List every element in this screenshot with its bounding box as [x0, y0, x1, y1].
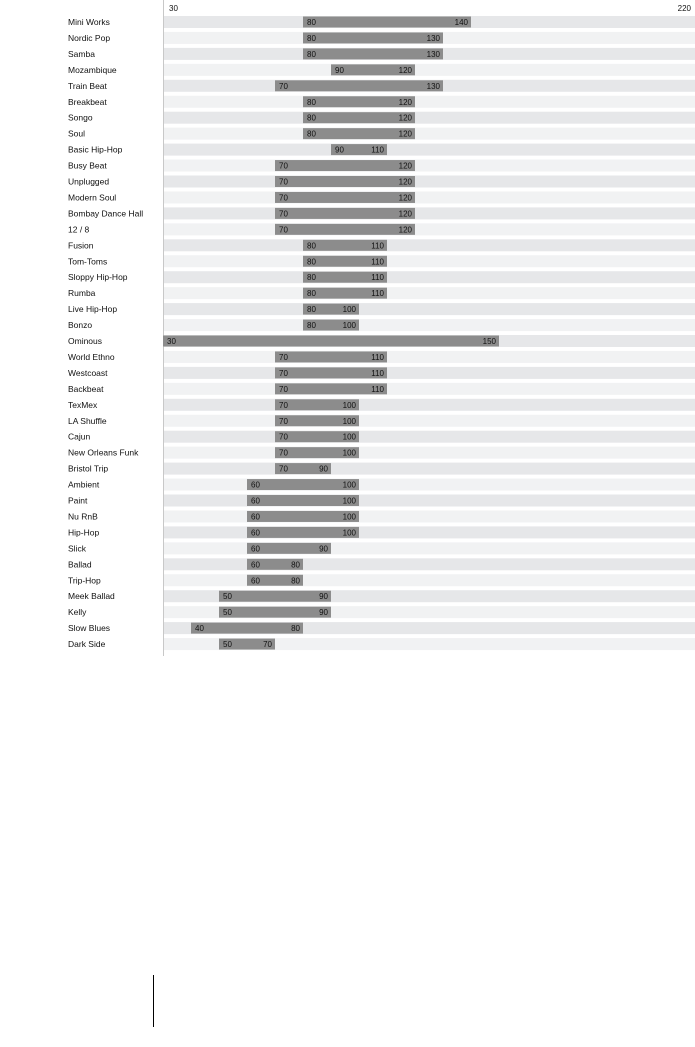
bar-max-label: 80 [291, 560, 300, 570]
bar-min-label: 70 [279, 464, 288, 474]
category-label: Kelly [68, 607, 87, 618]
bar-min-label: 80 [307, 241, 316, 251]
bar-max-label: 120 [398, 65, 412, 75]
row-band [163, 367, 695, 379]
category-label: Soul [68, 128, 86, 139]
category-label: TexMex [68, 399, 98, 410]
category-label: Bombay Dance Hall [68, 208, 144, 219]
category-label: Cajun [68, 431, 91, 442]
bar-max-label: 120 [398, 177, 412, 187]
category-label: Tom-Toms [68, 256, 108, 267]
bar-min-label: 80 [307, 289, 316, 299]
category-label: Unplugged [68, 176, 110, 187]
row-band [163, 510, 695, 522]
bar-max-label: 100 [342, 400, 356, 410]
category-label: Live Hip-Hop [68, 304, 118, 315]
category-label: Busy Beat [68, 160, 107, 171]
bar-max-label: 100 [342, 432, 356, 442]
row-band [163, 223, 695, 235]
row-band [163, 176, 695, 188]
bar-max-label: 150 [482, 337, 496, 346]
bar-max-label: 110 [371, 273, 384, 283]
range-bar [275, 160, 415, 171]
bar-min-label: 70 [279, 352, 288, 362]
row-band [163, 447, 695, 459]
bar-max-label: 100 [342, 448, 356, 458]
category-label: Rumba [68, 288, 96, 299]
bar-min-label: 80 [307, 321, 316, 331]
bar-max-label: 120 [398, 113, 412, 123]
range-bar [303, 17, 471, 28]
category-label: Bonzo [68, 320, 93, 331]
category-label: Sloppy Hip-Hop [68, 272, 128, 283]
bar-min-label: 70 [279, 416, 288, 426]
bar-min-label: 70 [279, 193, 288, 203]
bar-max-label: 90 [319, 464, 328, 474]
category-label: Dark Side [68, 639, 106, 650]
category-label: Paint [68, 495, 88, 506]
row-band [163, 64, 695, 76]
row-band [163, 144, 695, 156]
bar-min-label: 50 [223, 640, 232, 650]
bar-min-label: 50 [223, 608, 232, 618]
row-band [163, 463, 695, 475]
row-band [163, 160, 695, 172]
range-bars [163, 17, 499, 650]
bar-max-label: 90 [319, 608, 328, 618]
category-label: Train Beat [68, 80, 107, 91]
row-band [163, 191, 695, 203]
bar-max-label: 110 [371, 257, 384, 267]
bar-min-label: 60 [251, 480, 260, 490]
range-bar [275, 192, 415, 203]
category-label: Basic Hip-Hop [68, 144, 123, 155]
range-bar [275, 208, 415, 219]
category-label: Hip-Hop [68, 527, 100, 538]
bar-max-label: 80 [291, 576, 300, 586]
category-label: LA Shuffle [68, 415, 107, 426]
bar-max-label: 100 [342, 512, 356, 522]
range-bar [303, 32, 443, 43]
category-label: Slick [68, 543, 86, 554]
range-bar [219, 591, 331, 602]
row-band [163, 319, 695, 331]
bar-min-label: 60 [251, 560, 260, 570]
bar-min-label: 60 [251, 528, 260, 538]
row-band [163, 383, 695, 395]
bar-max-label: 110 [371, 352, 384, 362]
range-bar [275, 224, 415, 235]
range-bar [275, 176, 415, 187]
category-label: Backbeat [68, 383, 104, 394]
bar-min-label: 60 [251, 544, 260, 554]
row-band [163, 271, 695, 283]
bar-min-label: 80 [307, 273, 316, 283]
category-label: Nordic Pop [68, 32, 111, 43]
bar-max-label: 120 [398, 209, 412, 219]
bar-min-label: 70 [279, 225, 288, 235]
bar-min-label: 70 [279, 209, 288, 219]
bar-min-label: 60 [251, 576, 260, 586]
category-label: Slow Blues [68, 623, 111, 634]
bar-max-label: 110 [371, 384, 384, 394]
range-bar [275, 80, 443, 91]
range-bar [275, 367, 387, 378]
axis-min-label: 30 [169, 4, 178, 13]
bar-min-label: 30 [167, 337, 176, 346]
bar-min-label: 60 [251, 512, 260, 522]
row-band [163, 239, 695, 251]
bar-min-label: 70 [279, 368, 288, 378]
range-bar [219, 607, 331, 618]
bar-min-label: 80 [307, 49, 316, 59]
range-bar [275, 351, 387, 362]
category-label: Breakbeat [68, 96, 107, 107]
category-label: Trip-Hop [68, 575, 101, 586]
category-label: New Orleans Funk [68, 447, 139, 458]
bar-max-label: 100 [342, 321, 356, 331]
bar-max-label: 100 [342, 416, 356, 426]
bar-max-label: 120 [398, 129, 412, 139]
row-band [163, 558, 695, 570]
bar-max-label: 110 [371, 241, 384, 251]
category-label: Meek Ballad [68, 591, 115, 602]
bar-min-label: 70 [279, 400, 288, 410]
row-band [163, 526, 695, 538]
category-label: Samba [68, 48, 95, 59]
bar-min-label: 80 [307, 33, 316, 43]
category-label: Ominous [68, 336, 103, 346]
bar-max-label: 90 [319, 592, 328, 602]
bar-max-label: 130 [426, 49, 440, 59]
axis-max-label: 220 [677, 4, 691, 13]
bar-max-label: 120 [398, 97, 412, 107]
bar-max-label: 100 [342, 480, 356, 490]
bar-min-label: 80 [307, 18, 316, 27]
bar-min-label: 80 [307, 113, 316, 123]
category-label: Fusion [68, 240, 94, 251]
category-label: Ballad [68, 559, 92, 570]
row-band [163, 479, 695, 491]
category-label: Nu RnB [68, 511, 98, 522]
category-label: World Ethno [68, 351, 115, 362]
row-band [163, 96, 695, 108]
bar-max-label: 70 [263, 640, 272, 650]
bar-max-label: 110 [371, 145, 384, 155]
row-band [163, 207, 695, 219]
bar-max-label: 110 [371, 368, 384, 378]
category-label: Mini Works [68, 17, 110, 27]
bar-min-label: 80 [307, 305, 316, 315]
bar-min-label: 90 [335, 145, 344, 155]
row-band [163, 574, 695, 586]
category-label: Mozambique [68, 64, 117, 75]
bar-max-label: 110 [371, 289, 384, 299]
bar-min-label: 60 [251, 496, 260, 506]
bar-min-label: 80 [307, 129, 316, 139]
bar-min-label: 70 [279, 432, 288, 442]
row-band [163, 128, 695, 140]
category-labels [68, 17, 143, 649]
row-band [163, 303, 695, 315]
bar-min-label: 90 [335, 65, 344, 75]
row-band [163, 399, 695, 411]
category-label: Westcoast [68, 367, 108, 378]
bar-min-label: 70 [279, 448, 288, 458]
bar-max-label: 90 [319, 544, 328, 554]
bar-max-label: 100 [342, 305, 356, 315]
category-label: 12 / 8 [68, 224, 90, 235]
bar-max-label: 120 [398, 161, 412, 171]
bar-min-label: 40 [195, 624, 204, 634]
range-bar [163, 336, 499, 347]
row-band [163, 415, 695, 427]
bar-max-label: 130 [426, 81, 440, 91]
bar-max-label: 130 [426, 33, 440, 43]
bar-max-label: 140 [454, 18, 468, 27]
row-band [163, 431, 695, 443]
bar-max-label: 80 [291, 624, 300, 634]
bar-max-label: 100 [342, 528, 356, 538]
bar-min-label: 70 [279, 161, 288, 171]
range-bar [303, 48, 443, 59]
bar-min-label: 80 [307, 257, 316, 267]
category-label: Modern Soul [68, 192, 117, 203]
category-label: Songo [68, 112, 93, 123]
row-band [163, 495, 695, 507]
row-band [163, 351, 695, 363]
bar-min-label: 70 [279, 177, 288, 187]
bar-max-label: 100 [342, 496, 356, 506]
row-band [163, 255, 695, 267]
category-label: Bristol Trip [68, 463, 109, 474]
bar-min-label: 50 [223, 592, 232, 602]
row-band [163, 287, 695, 299]
bar-min-label: 70 [279, 384, 288, 394]
bar-max-label: 120 [398, 193, 412, 203]
bar-min-label: 70 [279, 81, 288, 91]
row-band [163, 542, 695, 554]
row-band [163, 112, 695, 124]
category-label: Ambient [68, 479, 100, 490]
bar-max-label: 120 [398, 225, 412, 235]
page-margin-rule [153, 975, 154, 1027]
bar-min-label: 80 [307, 97, 316, 107]
row-bands [163, 16, 695, 650]
range-bar [275, 383, 387, 394]
range-bar [191, 623, 303, 634]
